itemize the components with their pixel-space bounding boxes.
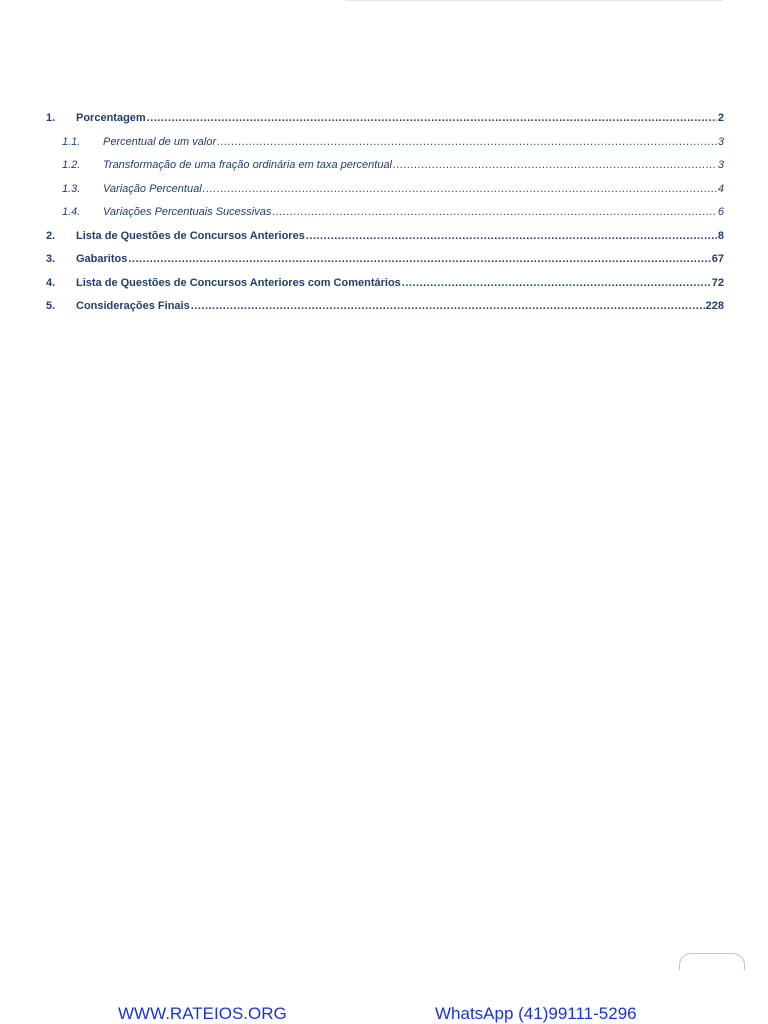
toc-title: Lista de Questões de Concursos Anteriores [76,229,305,242]
toc-title: Porcentagem [76,112,146,124]
website-link[interactable]: WWW.RATEIOS.ORG [118,1004,287,1023]
toc-page-number: 228 [705,300,724,312]
toc-number: 4. [46,276,56,289]
toc-number: 3. [46,253,56,265]
toc-page-number: 4 [717,182,724,195]
toc-title: Percentual de um valor [103,135,217,148]
toc-number: 1.3. [62,182,81,195]
toc-number: 1.1. [62,135,81,148]
toc-number: 1. [46,112,56,124]
toc-title: Variação Percentual [103,182,202,195]
toc-entry-3[interactable] [46,253,724,277]
toc-dot-leader [393,159,717,171]
toc-dot-leader [203,183,717,195]
toc-title: Gabaritos [76,253,128,265]
page-number-tab [679,953,745,970]
toc-entry-1[interactable] [46,112,724,136]
toc-entry-1-3[interactable] [46,183,724,207]
whatsapp-link[interactable]: WhatsApp (41)99111-5296 [435,1004,637,1023]
toc-entry-4[interactable] [46,277,724,301]
toc-dot-leader [402,277,711,289]
toc-title: Lista de Questões de Concursos Anteriores com Comentários [76,276,401,289]
toc-page-number: 6 [717,206,724,218]
toc-title: Transformação de uma fração ordinária em taxa percentual [103,159,392,171]
toc-entry-5[interactable] [46,300,724,324]
toc-dot-leader [217,136,717,148]
toc-entry-1-4[interactable] [46,206,724,230]
toc-dot-leader [191,300,705,312]
toc-page-number: 3 [717,159,724,171]
toc-page-number: 8 [717,229,724,242]
toc-entry-2[interactable] [46,230,724,254]
toc-page-number: 72 [711,276,724,289]
toc-entry-1-1[interactable] [46,136,724,160]
toc-number: 5. [46,300,56,312]
toc-page-number: 67 [711,253,724,265]
toc-number: 1.2. [62,159,81,171]
toc-title: Variações Percentuais Sucessivas [103,206,272,218]
toc-dot-leader [128,253,710,265]
toc-page-number: 3 [717,135,724,148]
toc-page-number: 2 [717,112,724,124]
toc-entry-1-2[interactable] [46,159,724,183]
toc-dot-leader [306,230,717,242]
toc-number: 2. [46,229,56,242]
toc-dot-leader [272,206,717,218]
top-divider [345,0,723,1]
toc-dot-leader [147,112,717,124]
table-of-contents [46,112,724,324]
toc-title: Considerações Finais [76,300,190,312]
toc-number: 1.4. [62,206,81,218]
